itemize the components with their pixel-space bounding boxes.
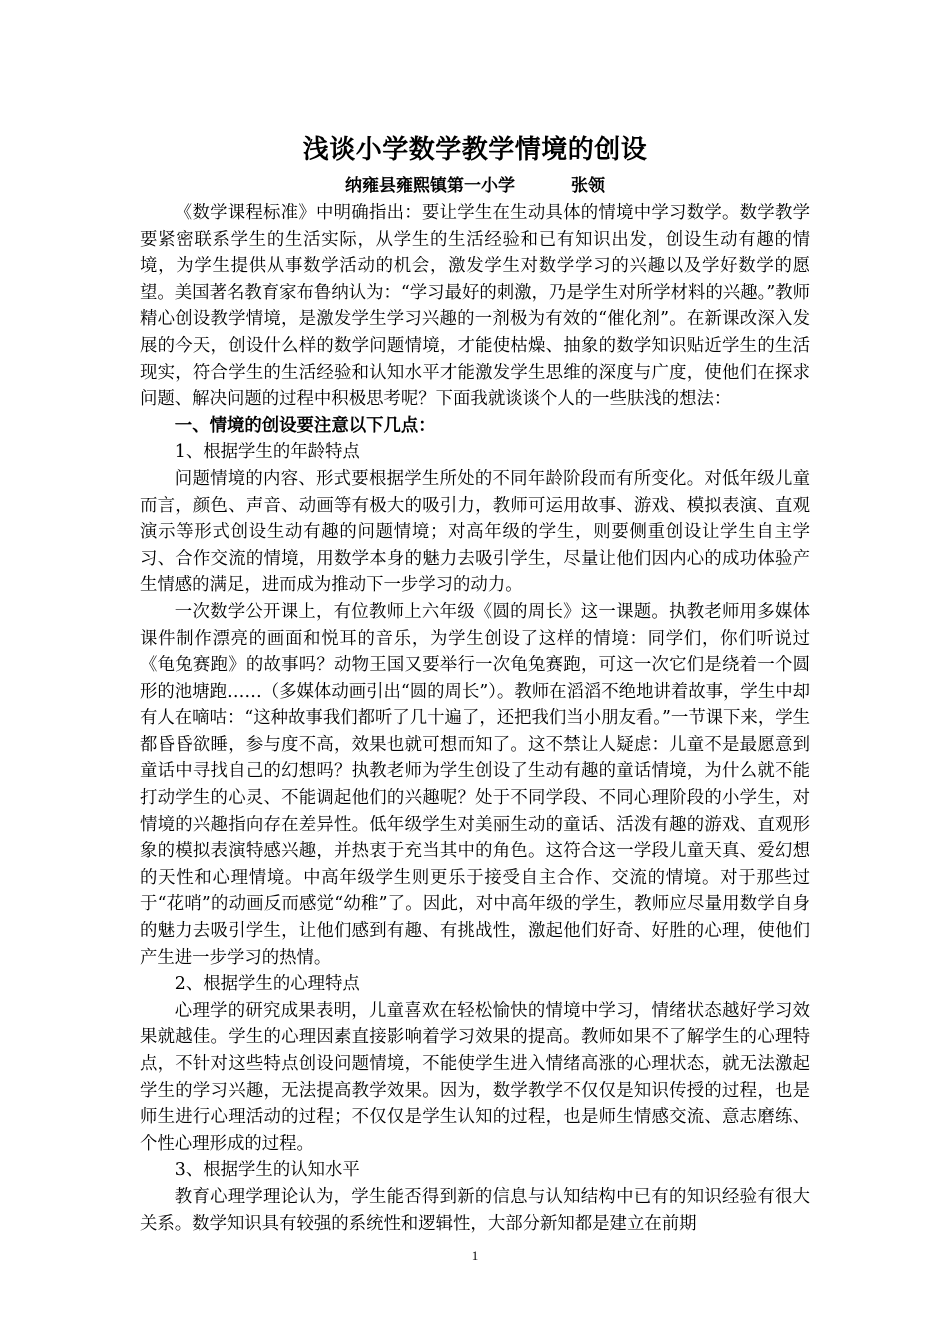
document-page	[140, 130, 810, 1237]
author-byline	[140, 172, 810, 200]
school-name: 纳雍县雍熙镇第一小学	[345, 176, 515, 196]
body-paragraph: 心理学的研究成果表明，儿童喜欢在轻松愉快的情境中学习，情绪状态越好学习效果就越佳。学生的心理因素直接影响着学习效果的提高。教师如果不了解学生的心理特点，不针对这些特点创设问题情境，不能使学生进入情绪高涨的心理状态，就无法激起学生的学习兴趣，无法提高教学效果。因为，数学教学不仅仅是知识传授的过程，也是师生进行心理活动的过程；不仅仅是学生认知的过程，也是师生情感交流、意志磨练、个性心理形成的过程。	[140, 1000, 810, 1154]
body-paragraph: 问题情境的内容、形式要根据学生所处的不同年龄阶段而有所变化。对低年级儿童而言，颜色、声音、动画等有极大的吸引力，教师可运用故事、游戏、模拟表演、直观演示等形式创设生动有趣的问题情境；对高年级的学生，则要侧重创设让学生自主学习、合作交流的情境，用数学本身的魅力去吸引学生，尽量让他们因内心的成功体验产生情感的满足，进而成为推动下一步学习的动力。	[140, 468, 810, 596]
document-title: 浅谈小学数学教学情境的创设	[302, 135, 648, 165]
subheading-cognition: 3、根据学生的认知水平	[174, 1160, 360, 1181]
body-paragraph: 教育心理学理论认为，学生能否得到新的信息与认知结构中已有的知识经验有很大关系。数学知识具有较强的系统性和逻辑性，大部分新知都是建立在前期	[140, 1186, 810, 1234]
body-paragraph: 一次数学公开课上，有位教师上六年级《圆的周长》这一课题。执教老师用多媒体课件制作漂亮的画面和悦耳的音乐，为学生创设了这样的情境：同学们，你们听说过《龟兔赛跑》的故事吗？动物王国又要举行一次龟兔赛跑，可这一次它们是绕着一个圆形的池塘跑……（多媒体动画引出“圆的周长”）。教师在滔滔不绝地讲着故事，学生中却有人在嘀咕：“这种故事我们都听了几十遍了，还把我们当小朋友看。”一节课下来，学生都昏昏欲睡，参与度不高，效果也就可想而知了。这不禁让人疑虑：儿童不是最愿意到童话中寻找自己的幻想吗？执教老师为学生创设了生动有趣的童话情境，为什么就不能打动学生的心灵、不能调起他们的兴趣呢？处于不同学段、不同心理阶段的小学生，对情境的兴趣指向存在差异性。低年级学生对美丽生动的童话、活泼有趣的游戏、直观形象的模拟表演特感兴趣，并热衷于充当其中的角色。这符合这一学段儿童天真、爱幻想的天性和心理情境。中高年级学生则更乐于接受自主合作、交流的情境。对于那些过于“花哨”的动画反而感觉“幼稚”了。因此，对中高年级的学生，教师应尽量用数学自身的魅力去吸引学生，让他们感到有趣、有挑战性，激起他们好奇、好胜的心理，使他们产生进一步学习的热情。	[140, 601, 810, 968]
author-name: 张领	[571, 176, 605, 196]
subheading-psychology: 2、根据学生的心理特点	[174, 974, 360, 995]
section-heading: 一、情境的创设要注意以下几点：	[174, 415, 436, 436]
subheading-age: 1、根据学生的年龄特点	[174, 442, 360, 463]
page-number: 1	[471, 1248, 479, 1263]
intro-paragraph: 《数学课程标准》中明确指出：要让学生在生动具体的情境中学习数学。数学教学要紧密联系学生的生活实际，从学生的生活经验和已有知识出发，创设生动有趣的情境，为学生提供从事数学活动的机会，激发学生对数学学习的兴趣以及学好数学的愿望。美国著名教育家布鲁纳认为：“学习最好的刺激，乃是学生对所学材料的兴趣。”教师精心创设教学情境，是激发学生学习兴趣的一剂极为有效的“催化剂”。在新课改深入发展的今天，创设什么样的数学问题情境，才能使枯燥、抽象的数学知识贴近学生的生活现实，符合学生的生活经验和认知水平才能激发学生思维的深度与广度，使他们在探求问题、解决问题的过程中积极思考呢？下面我就谈谈个人的一些肤浅的想法：	[140, 203, 810, 410]
